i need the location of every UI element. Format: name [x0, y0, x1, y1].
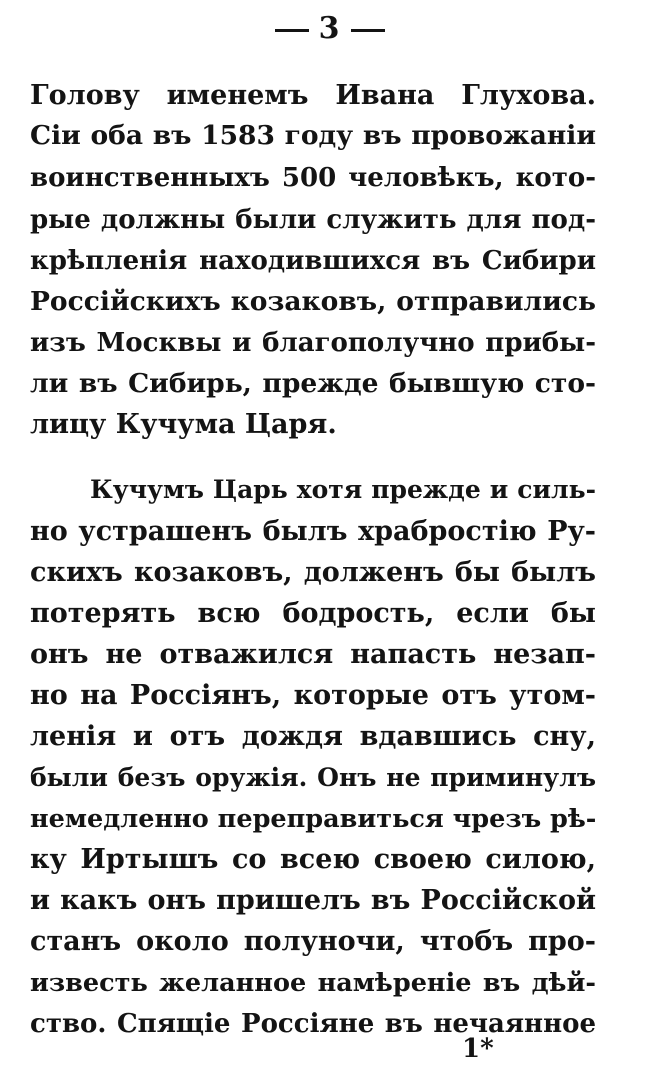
text-line: лицу Кучума Царя. — [30, 409, 337, 440]
text-line: воинственныхъ 500 человѣкъ, кото- — [30, 163, 596, 193]
text-line: Кучумъ Царь хотя прежде и силь- — [90, 475, 596, 504]
page-number: 3 — [318, 11, 342, 46]
text-line: изъ Москвы и благополучно прибы- — [30, 328, 596, 358]
text-line: но устрашенъ былъ храбростію Ру- — [30, 516, 596, 547]
text-line: скихъ козаковъ, долженъ бы былъ — [30, 557, 596, 588]
text-line: и какъ онъ пришелъ въ Россійской — [30, 885, 596, 916]
text-line: но на Россіянъ, которые отъ утом- — [30, 680, 596, 711]
text-line: немедленно переправиться чрезъ рѣ- — [30, 804, 597, 834]
text-line: ство. Спящіе Россіяне въ нечаянное — [30, 1009, 596, 1039]
printer-signature-mark: 1* — [462, 1034, 494, 1064]
text-line: Сіи оба въ 1583 году въ провожаніи — [30, 120, 596, 151]
text-line: ку Иртышъ со всею своею силою, — [30, 844, 596, 875]
page-header — [0, 11, 660, 46]
text-line: крѣпленія находившихся въ Сибири — [30, 246, 596, 276]
text-line: станъ около полуночи, чтобъ про- — [30, 926, 596, 957]
text-line: известь желанное намѣреніе въ дѣй- — [30, 968, 596, 998]
text-line: Россійскихъ козаковъ, отправились — [30, 286, 596, 317]
text-line: Голову именемъ Ивана Глухова. — [30, 80, 596, 111]
text-line: были безъ оружія. Онъ не приминулъ — [30, 763, 596, 792]
header-dash-left — [275, 29, 309, 32]
header-dash-right — [351, 29, 385, 32]
text-line: ли въ Сибирь, прежде бывшую сто- — [30, 368, 596, 399]
text-line: онъ не отважился напасть незап- — [30, 639, 596, 670]
text-line: рые должны были служить для под- — [30, 205, 596, 235]
text-line: ленія и отъ дождя вдавшись сну, — [30, 721, 596, 752]
text-line: потерять всю бодрость, если бы — [30, 598, 596, 629]
